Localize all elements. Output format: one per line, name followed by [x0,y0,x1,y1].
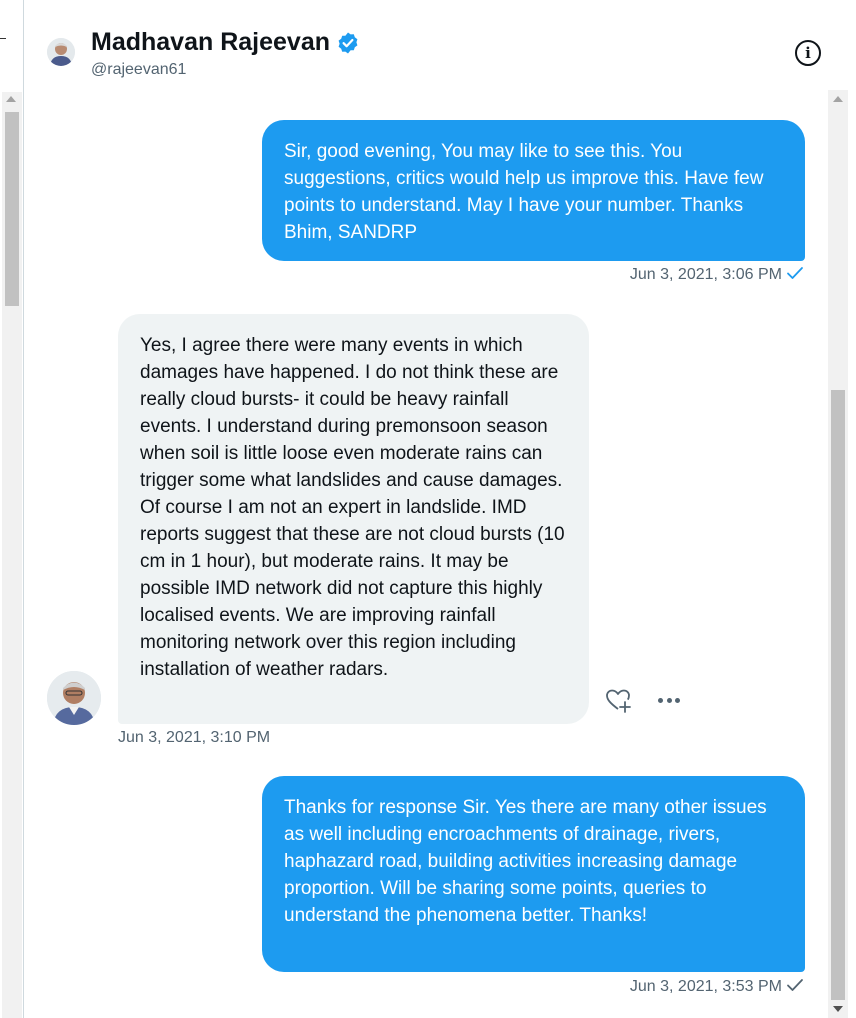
info-glyph: i [805,44,811,62]
verified-badge-icon [336,31,360,55]
right-scroll-down-icon[interactable] [833,1006,843,1012]
sent-message-bubble[interactable]: Sir, good evening, You may like to see this. You suggestions, critics would help us improve this. Have few points to understand. May I have your number. Thanks Bhim, SANDRP [262,120,805,261]
right-scrollbar-thumb[interactable] [831,390,845,1000]
message-timestamp [630,977,804,996]
timestamp-text: Jun 3, 2021, 3:06 PM [629,266,782,283]
info-icon[interactable] [795,40,821,66]
timestamp-text: Jun 3, 2021, 3:53 PM [629,978,782,995]
header-handle: @rajeevan61 [91,61,187,78]
more-dot [667,698,672,703]
header-name-row [91,28,360,57]
message-timestamp [630,265,804,284]
more-icon[interactable] [655,688,683,712]
left-scroll-up-icon[interactable] [6,96,16,102]
more-dot [658,698,663,703]
message-timestamp: Jun 3, 2021, 3:10 PM [118,729,271,746]
right-scroll-up-icon[interactable] [833,96,843,102]
more-dot [675,698,680,703]
left-scrollbar-thumb[interactable] [5,112,19,306]
sender-avatar[interactable] [47,671,101,725]
add-reaction-icon[interactable] [604,686,632,714]
left-edge-arrow-icon [0,38,6,39]
avatar-icon [47,671,101,725]
avatar-icon [47,38,75,66]
header-avatar[interactable] [47,38,75,66]
sent-message-bubble[interactable]: Thanks for response Sir. Yes there are many other issues as well including encroachments of drainage, rivers, haphazard road, building activities increasing damage proportion. Will be sharing some points, queries to understand the phenomena better. Thanks! [262,776,805,972]
check-icon [786,977,804,993]
conversation-header [25,0,856,90]
check-icon [786,265,804,281]
header-name[interactable]: Madhavan Rajeevan [91,28,330,56]
received-message-bubble[interactable]: Yes, I agree there were many events in which damages have happened. I do not think these are really cloud bursts- it could be heavy rainfall events. I understand during premonsoon season when soil is little loose even moderate rains can trigger some what landslides and cause damages. Of course I am not an expert in landslide. IMD reports suggest that these are not cloud bursts (10 cm in 1 hour), but moderate rains. It may be possible IMD network did not capture this highly localised events. We are improving rainfall monitoring network over this region including installation of weather radars. [118,314,589,724]
